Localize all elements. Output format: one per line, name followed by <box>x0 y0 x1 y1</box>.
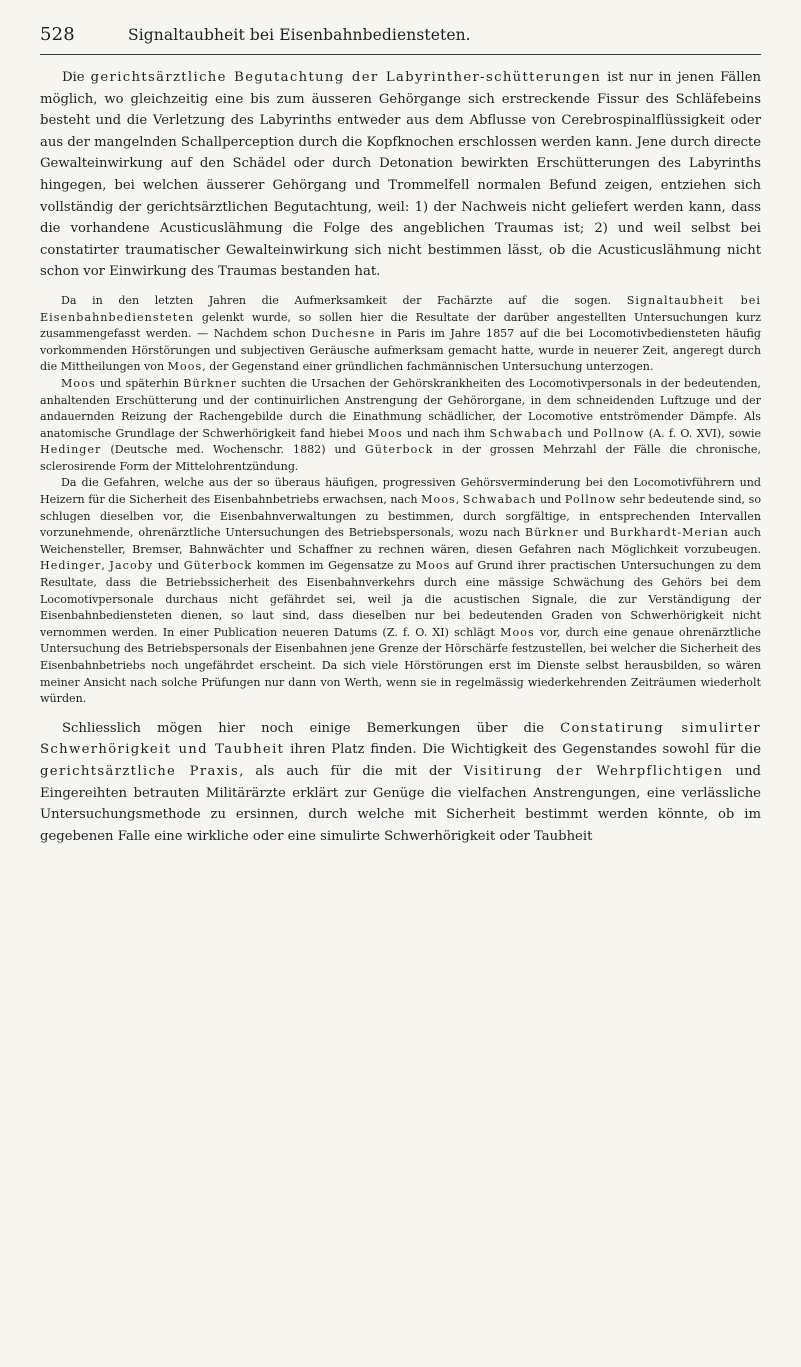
book-page <box>40 20 761 847</box>
text-span: auch Weichensteller, Bremser, Bahnwächter und Schaffner zu rechnen wären, diesen Gefahren nach Möglichkeit vorzubeugen. <box>40 526 761 556</box>
running-title: Signaltaubheit bei Eisenbahnbediensteten. <box>128 26 471 44</box>
author-name: Schwabach <box>489 426 564 440</box>
emphasis-span: Constatirung simulirter Schwerhörigkeit und Taubheit <box>40 720 761 758</box>
paragraph-labyrinth-concussion <box>40 67 761 283</box>
author-name: Moos <box>421 493 456 507</box>
emphasis-span: Visitirung der Wehrpflichtigen <box>463 763 724 779</box>
text-span: in der grossen Mehrzahl der Fälle die chronische, sclerosirende Form der Mittelohrentzündung. <box>40 443 761 473</box>
author-name: Bürkner <box>525 526 579 540</box>
author-name: Pollnow <box>564 493 617 507</box>
text-span: in Paris im Jahre 1857 auf die bei Locomotivbediensteten häufig vorkommenden Hörstörungen und subjectiven Geräusche aufmerksam gemacht hatte, wurde in neuerer Zeit, angeregt durch die Mittheilungen von <box>40 327 761 374</box>
text-span: Da in den letzten Jahren die Aufmerksamkeit der Fachärzte auf die sogen. <box>61 293 627 307</box>
text-span: , <box>101 559 110 573</box>
author-name: Moos <box>415 559 451 573</box>
text-span: auf Grund ihrer practischen Untersuchungen zu dem Resultate, dass die Betriebssicherheit des Eisenbahnverkehrs durch eine mässige Schwächung des Gehörs bei dem Locomotivpersonale durchaus nicht gefährdet sei, weil ja die acustischen Signale, die zur Verständigung der Eisenbahnbediensteten dienen, so laut sind, dass dieselben nur bei bedeutenden Graden von Schwerhörigkeit nicht vernommen werden. In einer Publication neueren Datums (Z. f. O. XI) schlägt <box>40 559 761 639</box>
text-span: , <box>455 493 463 507</box>
text-span: gelenkt wurde, so sollen hier die Resultate der darüber angestellten Untersuchungen kurz zusammengefasst werden. — Nachdem schon <box>40 310 761 341</box>
emphasis-span: gerichtsärztliche Begutachtung der Labyrinther-schütterungen <box>90 70 602 85</box>
author-name: Güterbock <box>364 443 434 457</box>
author-name: Moos <box>500 625 535 639</box>
text-span: Da die Gefahren, welche aus der so überaus häufigen, progressiven Gehörsverminderung bei den Locomotivführern und Heizern für die Sicherheit des Eisenbahnbetriebs erwachsen, nach <box>40 476 761 507</box>
emphasis-span: gerichtsärztliche Praxis <box>40 763 240 779</box>
text-span: und Eingereihten betrauten Militärärzte erklärt zur Genüge die vielfachen Anstrengungen, eine verlässliche Untersuchungsmethode zu ersinnen, durch welche mit Sicherheit bestimmt werden könnte, ob im gegebenen Falle eine wirkliche oder eine simulirte Schwerhörigkeit oder Taubheit <box>40 763 761 844</box>
author-name: Güterbock <box>183 559 253 573</box>
author-name: Bürkner <box>183 376 238 390</box>
text-span: und <box>563 426 593 440</box>
author-name: Duchesne <box>311 327 376 341</box>
text-span: und <box>578 526 610 540</box>
paragraph-simulated-deafness <box>40 718 761 848</box>
page-header <box>40 20 761 55</box>
text-span: Die <box>62 70 91 85</box>
text-span: sehr bedeutende sind, so schlugen dieselben vor, die Eisenbahnverwaltungen zu bestimmen, durch sorgfältige, in entsprechenden Intervallen vorzunehmende, ohrenärztliche Untersuchungen des Betriebspersonals, wozu nach <box>40 493 761 540</box>
text-span: Schliesslich mögen hier noch einige Bemerkungen über die <box>62 720 561 736</box>
author-name: Burkhardt-Merian <box>609 526 729 540</box>
text-span: kommen im Gegensatze zu <box>252 559 416 573</box>
text-span: ist nur in jenen Fällen möglich, wo gleichzeitig eine bis zum äusseren Gehörgange sich erstreckende Fissur des Schläfebeins besteht und die Verletzung des Labyrinths entweder aus dem Abflusse von Cerebrospinalflüssigkeit oder aus der mangelnden Schallperception durch die Kopfknochen erschlossen werden kann. Jene durch directe Gewalteinwirkung auf den Schädel oder durch Detonation bewirkten Erschütterungen des Labyrinths hingegen, bei welchen äusserer Gehörgang und Trommelfell normalen Befund zeigen, entziehen sich vollständig der gerichtsärztlichen Begutachtung, weil: 1) der Nachweis nicht geliefert werden kann, dass die vorhandene Acusticuslähmung die Folge des angeblichen Traumas ist; 2) und weil selbst bei constatirter traumatischer Gewalteinwirkung sich nicht bestimmen lässt, ob die Acusticuslähmung nicht schon vor Einwirkung des Traumas bestanden hat. <box>40 70 761 280</box>
author-name: Moos <box>61 376 96 390</box>
paragraph-causes <box>40 376 761 476</box>
paragraph-signal-deafness-intro <box>40 293 761 376</box>
author-name: Schwabach <box>462 493 537 507</box>
author-name: Hedinger <box>40 559 102 573</box>
author-name: Hedinger <box>40 443 102 457</box>
text-span: und nach ihm <box>402 426 490 440</box>
author-name: Pollnow <box>592 426 645 440</box>
text-span: und <box>153 559 184 573</box>
text-span: und späterhin <box>95 376 184 390</box>
text-span: vor, durch eine genaue ohrenärztliche Untersuchung des Betriebspersonals der Eisenbahnen jene Grenze der Hörschärfe festzustellen, bei welcher die Sicherheit des Eisenbahnbetriebs noch ungefährdet erscheint. Da sich viele Hörstörungen erst im Dienste selbst herausbilden, so wären meiner Ansicht nach solche Prüfungen nur dann von Werth, wenn sie in regelmässig wiederkehrenden Zeiträumen wiederholt würden. <box>40 625 761 706</box>
page-number: 528 <box>40 24 75 45</box>
text-span: , der Gegenstand einer gründlichen fachmännischen Untersuchung unterzogen. <box>202 360 654 374</box>
text-span: ihren Platz finden. Die Wichtigkeit des Gegenstandes sowohl für die <box>284 742 761 758</box>
text-span: suchten die Ursachen der Gehörskrankheiten des Locomotivpersonals in der bedeutenden, anhaltenden Erschütterung und der continuirlichen Anstrengung der Gehörorgane, in dem schneidenden Luftzuge und der andauernden Reizung der Rachengebilde durch die Einathmung schädlicher, der Locomotive entströmender Dämpfe. Als anatomische Grundlage der Schwerhörigkeit fand hiebei <box>40 376 761 440</box>
text-span: (A. f. O. XVI), sowie <box>644 426 762 440</box>
text-span: , als auch für die mit der <box>239 763 464 779</box>
text-span: (Deutsche med. Wochenschr. 1882) und <box>101 443 365 457</box>
emphasis-span: Signaltaubheit bei Eisenbahnbediensteten <box>40 293 762 324</box>
paragraph-dangers <box>40 475 761 707</box>
text-span: und <box>536 493 565 507</box>
author-name: Jacoby <box>109 559 154 573</box>
author-name: Moos <box>368 426 403 440</box>
author-name: Moos <box>167 360 203 374</box>
